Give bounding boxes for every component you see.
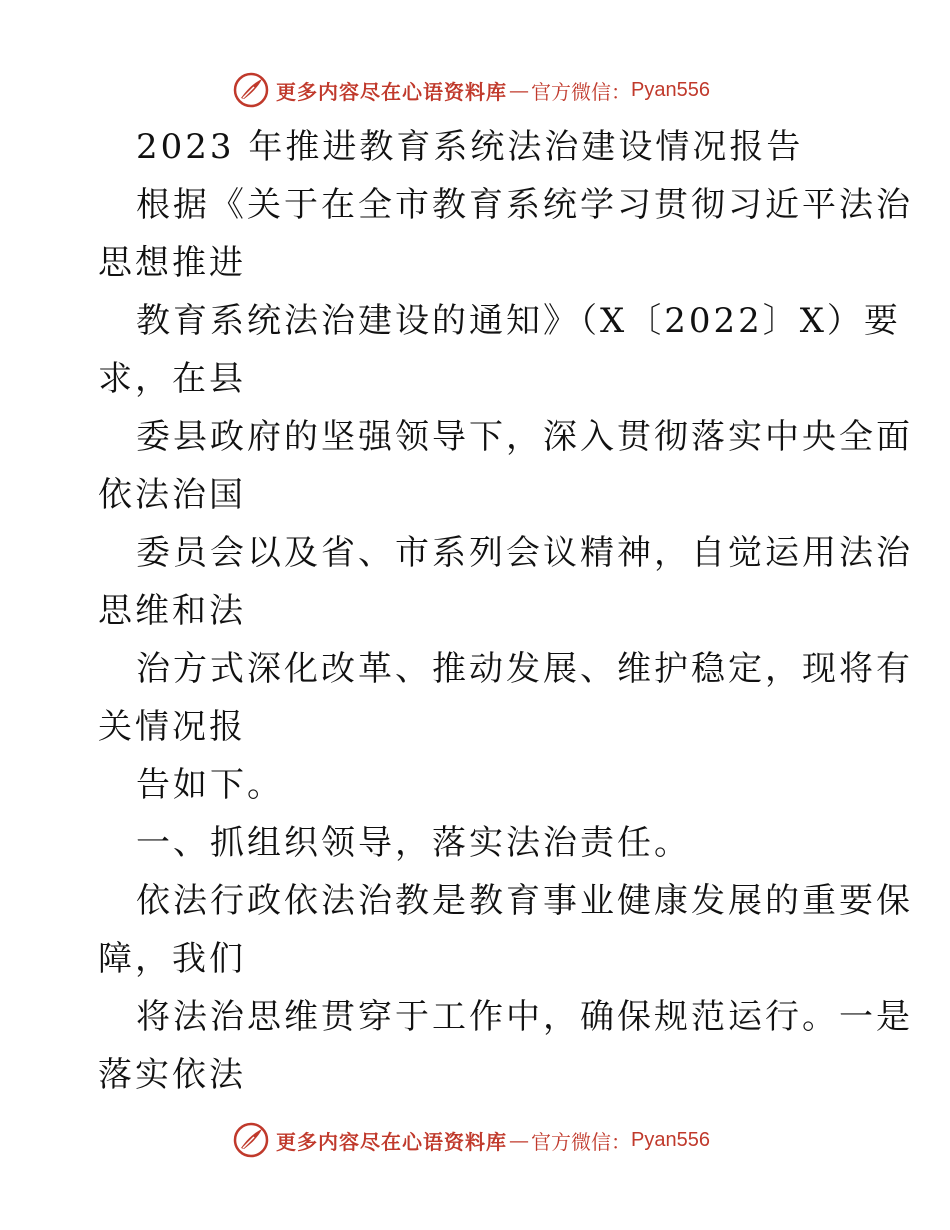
watermark-wechat-label: 官方微信： xyxy=(531,1129,631,1154)
text-line: 委员会以及省、市系列会议精神，自觉运用法治 xyxy=(136,533,913,573)
watermark-separator: — xyxy=(509,1128,529,1152)
text-line: 落实依法 xyxy=(98,1055,246,1095)
watermark-banner-top xyxy=(232,70,792,110)
document-body xyxy=(98,118,913,1104)
quill-logo-icon xyxy=(232,1121,270,1159)
watermark-site-text: 更多内容尽在心语资料库 xyxy=(276,1129,507,1154)
text-line: 关情况报 xyxy=(98,707,246,747)
text-line: 障，我们 xyxy=(98,939,246,979)
text-line: 根据《关于在全市教育系统学习贯彻习近平法治 xyxy=(136,185,913,225)
watermark-banner-bottom xyxy=(232,1120,792,1160)
text-line: 思维和法 xyxy=(98,591,246,631)
watermark-separator: — xyxy=(509,78,529,102)
section-heading: 一、抓组织领导，落实法治责任。 xyxy=(136,823,691,863)
text-line: 告如下。 xyxy=(136,765,284,805)
document-title: 2023 年推进教育系统法治建设情况报告 xyxy=(136,127,804,167)
text-line: 委县政府的坚强领导下，深入贯彻落实中央全面 xyxy=(136,417,913,457)
text-line: 治方式深化改革、推动发展、维护稳定，现将有 xyxy=(136,649,913,689)
watermark-wechat-label: 官方微信： xyxy=(531,79,631,104)
text-line: 教育系统法治建设的通知》（X〔2022〕X）要 xyxy=(136,301,901,341)
text-line: 将法治思维贯穿于工作中，确保规范运行。一是 xyxy=(136,997,913,1037)
watermark-wechat-id: Pyan556 xyxy=(631,78,710,101)
quill-logo-icon xyxy=(232,71,270,109)
text-line: 依法行政依法治教是教育事业健康发展的重要保 xyxy=(136,881,913,921)
watermark-wechat-id: Pyan556 xyxy=(631,1128,710,1151)
text-line: 思想推进 xyxy=(98,243,246,283)
watermark-site-text: 更多内容尽在心语资料库 xyxy=(276,79,507,104)
text-line: 求，在县 xyxy=(98,359,246,399)
text-line: 依法治国 xyxy=(98,475,246,515)
